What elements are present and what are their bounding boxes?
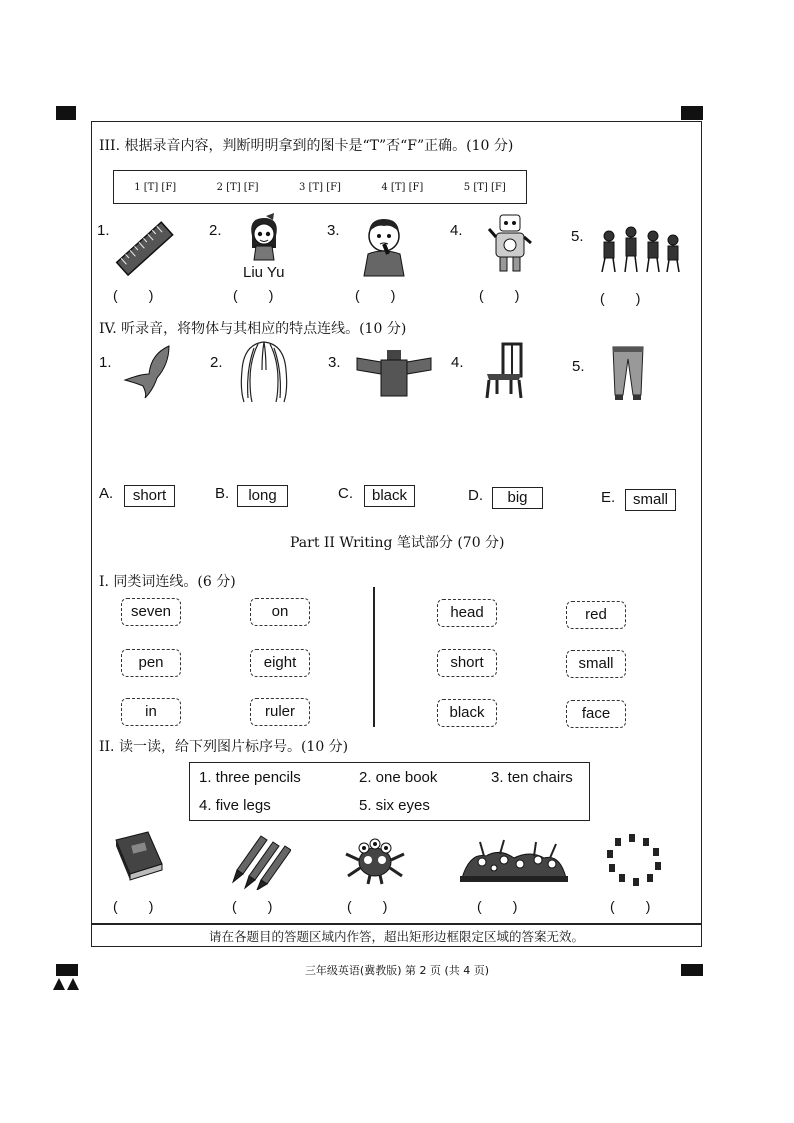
word-card[interactable]: in — [121, 698, 181, 726]
word-card[interactable]: on — [250, 598, 310, 626]
item-number: 4. — [451, 354, 464, 371]
ruler-icon — [113, 218, 177, 280]
option-letter: A. — [99, 485, 114, 502]
robot-icon — [488, 211, 532, 277]
feature-word-box[interactable]: black — [364, 485, 415, 507]
answer-paren[interactable]: ( ) — [347, 898, 388, 914]
word-card[interactable]: head — [437, 599, 497, 627]
word-card[interactable]: short — [437, 649, 497, 677]
boy-icon — [358, 214, 412, 278]
item-number: 5. — [572, 358, 585, 375]
book-icon — [112, 830, 166, 884]
girl-caption: Liu Yu — [243, 264, 285, 281]
item-number: 3. — [327, 222, 340, 239]
registration-mark-top-right — [681, 106, 703, 120]
section4-title: IV. 听录音，将物体与其相应的特点连线。(10 分) — [99, 321, 407, 337]
answer-paren[interactable]: ( ) — [477, 898, 518, 914]
tf-option[interactable]: 2 [T] [F] — [216, 181, 259, 193]
answer-paren[interactable]: ( ) — [600, 290, 641, 306]
word-card[interactable]: red — [566, 601, 626, 629]
answer-paren[interactable]: ( ) — [232, 898, 273, 914]
option-letter: D. — [468, 487, 483, 504]
page-footer: 三年级英语(冀教版) 第 2 页 (共 4 页) — [304, 964, 490, 977]
answer-paren[interactable]: ( ) — [479, 287, 520, 303]
word-card[interactable]: seven — [121, 598, 181, 626]
section3-title: III. 根据录音内容，判断明明拿到的图卡是“T”否“F”正确。(10 分) — [99, 138, 514, 154]
option-letter: B. — [215, 485, 230, 502]
word-card[interactable]: small — [566, 650, 626, 678]
word-card[interactable]: black — [437, 699, 497, 727]
children-icon — [597, 224, 685, 276]
tf-option[interactable]: 4 [T] [F] — [381, 181, 424, 193]
pencils-icon — [229, 832, 291, 890]
item-number: 2. — [210, 354, 223, 371]
tf-option[interactable]: 3 [T] [F] — [299, 181, 341, 193]
writing1-title: I. 同类词连线。(6 分) — [99, 574, 236, 590]
feature-word-box[interactable]: big — [492, 487, 543, 509]
column-divider — [373, 587, 375, 727]
trousers-icon — [611, 345, 645, 403]
chairs-icon — [603, 832, 665, 888]
answer-paren[interactable]: ( ) — [113, 287, 154, 303]
girl-icon — [244, 212, 284, 264]
fish-tail-icon — [121, 344, 173, 400]
footer-divider — [91, 923, 702, 925]
feature-word-box[interactable]: short — [124, 485, 175, 507]
tf-answer-box — [113, 170, 527, 204]
item-number: 1. — [97, 222, 110, 239]
item-number: 4. — [450, 222, 463, 239]
word-card[interactable]: face — [566, 700, 626, 728]
feature-word-box[interactable]: small — [625, 489, 676, 511]
phrase: 5. six eyes — [359, 797, 430, 814]
phrase: 3. ten chairs — [491, 769, 573, 786]
sweater-icon — [355, 350, 433, 398]
phrase: 4. five legs — [199, 797, 271, 814]
part2-title: Part II Writing 笔试部分 (70 分) — [290, 535, 505, 551]
item-number: 2. — [209, 222, 222, 239]
phrase: 1. three pencils — [199, 769, 301, 786]
triangle-marks-icon — [53, 978, 81, 990]
answer-paren[interactable]: ( ) — [355, 287, 396, 303]
word-card[interactable]: eight — [250, 649, 310, 677]
item-number: 3. — [328, 354, 341, 371]
option-letter: C. — [338, 485, 353, 502]
long-hair-icon — [236, 340, 292, 404]
monsters-icon — [460, 838, 568, 884]
item-number: 1. — [99, 354, 112, 371]
tf-option[interactable]: 5 [T] [F] — [463, 181, 506, 193]
feature-word-box[interactable]: long — [237, 485, 288, 507]
answer-paren[interactable]: ( ) — [233, 287, 274, 303]
footer-note: 请在各题目的答题区域内作答，超出矩形边框限定区域的答案无效。 — [208, 929, 584, 944]
answer-paren[interactable]: ( ) — [610, 898, 651, 914]
item-number: 5. — [571, 228, 584, 245]
word-card[interactable]: pen — [121, 649, 181, 677]
registration-mark-top-left — [56, 106, 76, 120]
tf-option[interactable]: 1 [T] [F] — [134, 181, 177, 193]
word-card[interactable]: ruler — [250, 698, 310, 726]
chair-icon — [483, 342, 525, 400]
phrase: 2. one book — [359, 769, 438, 786]
writing2-title: II. 读一读，给下列图片标序号。(10 分) — [99, 739, 349, 755]
answer-paren[interactable]: ( ) — [113, 898, 154, 914]
monster-icon — [344, 836, 406, 886]
option-letter: E. — [601, 489, 616, 506]
